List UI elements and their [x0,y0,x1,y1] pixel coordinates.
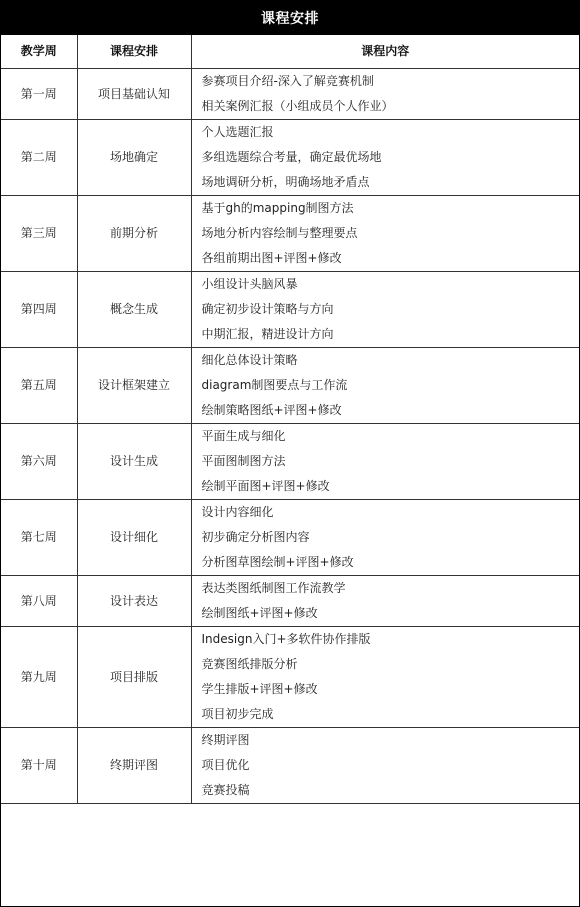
content-line: 相关案例汇报（小组成员个人作业） [201,99,394,113]
week-cell: 第六周 [1,424,77,500]
content-line: 竞赛图纸排版分析 [201,657,298,671]
week-cell: 第三周 [1,196,77,272]
content-cell [191,120,579,196]
content-cell [191,196,579,272]
content-line: 场地调研分析，明确场地矛盾点 [201,175,370,189]
header-week: 教学周 [1,35,77,69]
content-cell [191,728,579,804]
content-line: 项目优化 [201,758,250,772]
table-row [1,424,579,500]
topic-cell: 前期分析 [77,196,191,272]
content-cell [191,69,579,120]
content-line: 绘制图纸+评图+修改 [201,606,318,620]
content-cell [191,627,579,728]
content-line: 终期评图 [201,733,250,747]
content-cell [191,272,579,348]
topic-cell: 项目排版 [77,627,191,728]
content-line: 绘制策略图纸+评图+修改 [201,403,342,417]
content-line: 基于gh的mapping制图方法 [201,201,354,215]
table-row [1,576,579,627]
table-title: 课程安排 [1,1,579,35]
content-line: 设计内容细化 [201,505,274,519]
content-cell [191,348,579,424]
content-line: 平面生成与细化 [201,429,286,443]
table-row [1,196,579,272]
topic-cell: 设计生成 [77,424,191,500]
content-line: 小组设计头脑风暴 [201,277,298,291]
content-cell [191,576,579,627]
table-row [1,500,579,576]
content-line: 场地分析内容绘制与整理要点 [201,226,358,240]
table-row [1,272,579,348]
header-row [1,35,579,69]
content-line: 分析图草图绘制+评图+修改 [201,555,354,569]
header-content: 课程内容 [191,35,579,69]
content-cell [191,500,579,576]
content-cell [191,424,579,500]
content-line: 个人选题汇报 [201,125,274,139]
header-topic: 课程安排 [77,35,191,69]
content-line: 各组前期出图+评图+修改 [201,251,342,265]
topic-cell: 终期评图 [77,728,191,804]
topic-cell: 概念生成 [77,272,191,348]
week-cell: 第十周 [1,728,77,804]
content-line: 多组选题综合考量，确定最优场地 [201,150,382,164]
content-line: 学生排版+评图+修改 [201,682,318,696]
content-line: 初步确定分析图内容 [201,530,310,544]
table-row [1,728,579,804]
topic-cell: 项目基础认知 [77,69,191,120]
week-cell: 第一周 [1,69,77,120]
content-line: 平面图制图方法 [201,454,286,468]
week-cell: 第二周 [1,120,77,196]
topic-cell: 设计框架建立 [77,348,191,424]
content-line: Indesign入门+多软件协作排版 [201,632,371,646]
table-row [1,120,579,196]
content-line: 项目初步完成 [201,707,274,721]
content-line: 竞赛投稿 [201,783,250,797]
topic-cell: 设计细化 [77,500,191,576]
content-line: 参赛项目介绍-深入了解竞赛机制 [201,74,374,88]
content-line: 确定初步设计策略与方向 [201,302,334,316]
table-row [1,348,579,424]
table-row [1,69,579,120]
week-cell: 第八周 [1,576,77,627]
content-line: 细化总体设计策略 [201,353,298,367]
content-line: 表达类图纸制图工作流教学 [201,581,346,595]
table-row [1,627,579,728]
content-line: 中期汇报，精进设计方向 [201,327,334,341]
schedule-table [1,35,579,804]
week-cell: 第五周 [1,348,77,424]
topic-cell: 场地确定 [77,120,191,196]
week-cell: 第九周 [1,627,77,728]
week-cell: 第四周 [1,272,77,348]
topic-cell: 设计表达 [77,576,191,627]
week-cell: 第七周 [1,500,77,576]
content-line: 绘制平面图+评图+修改 [201,479,330,493]
content-line: diagram制图要点与工作流 [201,378,348,392]
